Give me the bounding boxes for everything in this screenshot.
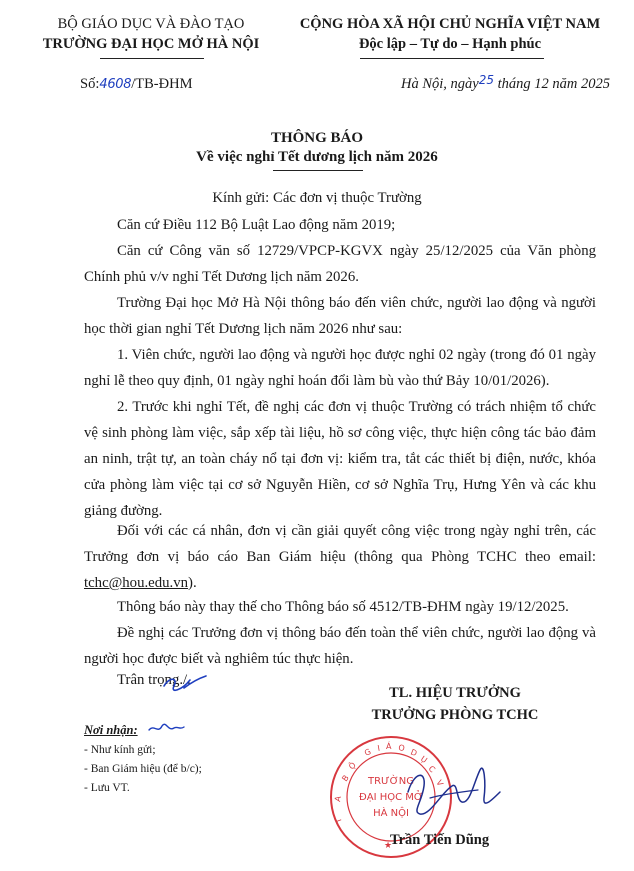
svg-text:D: D (409, 747, 419, 759)
paragraph-replacement: Thông báo này thay thế cho Thông báo số 4512/TB-ĐHM ngày 19/12/2025. (117, 599, 569, 615)
stamp-line-3: HÀ NỘI (373, 808, 409, 819)
national-motto-block (280, 14, 620, 54)
svg-text:G: G (363, 747, 373, 758)
recipient-item: - Ban Giám hiệu (để b/c); (84, 763, 202, 775)
university-name: TRƯỜNG ĐẠI HỌC MỞ HÀ NỘI (42, 36, 260, 52)
stamp-line-2: ĐẠI HỌC MỞ (358, 792, 424, 803)
document-subtitle: Về việc nghỉ Tết dương lịch năm 2026 (196, 149, 438, 165)
issuer-underline (100, 58, 204, 59)
contact-text-end: ). (188, 575, 197, 591)
reference-handwritten-number: 4608 (99, 77, 132, 92)
signatory-title-2: TRƯỞNG PHÒNG TCHC (371, 707, 539, 723)
motto-underline (360, 58, 544, 59)
ministry-name: BỘ GIÁO DỤC VÀ ĐÀO TẠO (57, 16, 245, 32)
svg-text:Á: Á (386, 742, 392, 751)
reference-number (80, 76, 192, 93)
date-prefix: Hà Nội, ngày (400, 76, 479, 92)
paragraph-legal-basis-1: Căn cứ Điều 112 Bộ Luật Lao động năm 2019; (117, 217, 396, 233)
stamp-line-1: TRƯỜNG (368, 776, 414, 787)
reference-prefix: Số: (80, 76, 100, 92)
svg-text:V: V (434, 778, 445, 788)
paragraph-contact (84, 518, 596, 596)
recipient-item: - Như kính gửi; (84, 744, 156, 756)
signer-name: Trần Tiến Dũng (390, 832, 490, 848)
reference-suffix: /TB-ĐHM (131, 76, 193, 92)
paragraph-item-1: 1. Viên chức, người lao động và người học được nghỉ 02 ngày (trong đó 01 ngày nghỉ lễ theo quy định, 01 ngày nghỉ hoán đổi làm bù vào thứ Bảy 10/01/2026). (84, 347, 596, 389)
contact-email-link[interactable]: tchc@hou.edu.vn (84, 575, 189, 591)
date-handwritten-day: 25 (478, 73, 494, 87)
closing: Trân trọng./. (117, 672, 191, 688)
paragraph-item-2: 2. Trước khi nghỉ Tết, đề nghị các đơn vị thuộc Trường có trách nhiệm tổ chức vệ sinh phòng làm việc, sắp xếp tài liệu, hồ sơ công việc, thực hiện công tác bảo đảm an ninh, trật tự, an toàn cháy nổ tại đơn vị: kiểm tra, tắt các thiết bị điện, nước, khóa cửa phòng làm việc tại cơ sở Nguyễn Hiền, cơ sở Nghĩa Trụ, Hưng Yên và các khu giảng đường. (84, 399, 596, 519)
paragraph-announcement: Trường Đại học Mở Hà Nội thông báo đến viên chức, người lao động và người học thời gian nghỉ Tết Dương lịch năm 2026 như sau: (84, 295, 596, 337)
recipient-item: - Lưu VT. (84, 782, 130, 794)
signatory-title-1: TL. HIỆU TRƯỞNG (389, 685, 521, 701)
svg-text:Ụ: Ụ (418, 754, 429, 765)
svg-text:B: B (340, 773, 351, 784)
salutation: Kính gửi: Các đơn vị thuộc Trường (212, 190, 422, 206)
svg-text:C: C (426, 764, 437, 775)
country-name: CỘNG HÒA XÃ HỘI CHỦ NGHĨA VIỆT NAM (299, 16, 601, 32)
date-suffix: tháng 12 năm 2025 (494, 76, 610, 92)
svg-text:I: I (376, 743, 381, 753)
issuer-block (20, 14, 282, 54)
recipients-label: Nơi nhận: (84, 723, 138, 737)
contact-text: Đối với các cá nhân, đơn vị cần giải quyết công việc trong ngày nghỉ trên, các Trưởng đơn vị báo cáo Ban Giám hiệu (thông qua Phòng TCHC theo email: (84, 523, 596, 565)
initial-signature-icon (160, 672, 210, 696)
svg-text:O: O (397, 743, 406, 754)
handwritten-signature-icon (400, 752, 510, 832)
national-motto: Độc lập – Tự do – Hạnh phúc (358, 36, 542, 52)
subtitle-underline (273, 170, 363, 171)
svg-text:★: ★ (384, 841, 393, 851)
svg-text:T: T (333, 816, 344, 825)
document-title: THÔNG BÁO (270, 130, 364, 146)
svg-text:Ộ: Ộ (347, 760, 358, 772)
paragraph-legal-basis-2: Căn cứ Công văn số 12729/VPCP-KGVX ngày 25/12/2025 của Văn phòng Chính phủ v/v nghỉ Tết Dương lịch năm 2026. (84, 243, 596, 285)
issue-date (400, 73, 610, 93)
paragraph-request: Đề nghị các Trưởng đơn vị thông báo đến toàn thể viên chức, người lao động và người học được biết và nghiêm túc thực hiện. (84, 625, 596, 667)
svg-text:A: A (333, 795, 343, 803)
recipient-initial-icon (146, 718, 186, 738)
